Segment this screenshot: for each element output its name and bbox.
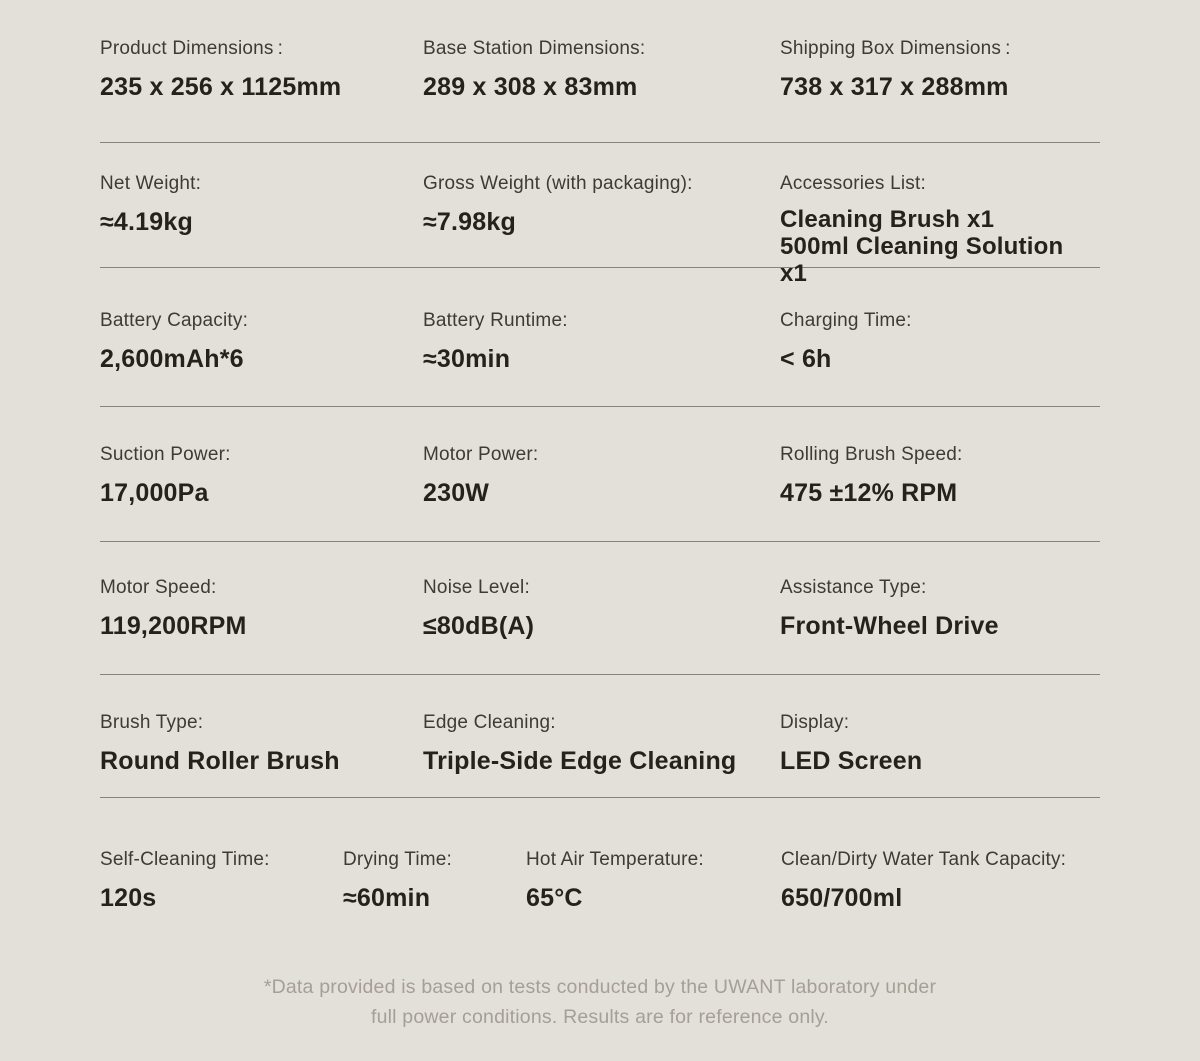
spec-label: Noise Level: [423,577,530,598]
spec-cell-battery-capacity [100,308,423,406]
spec-value: ≤80dB(A) [423,612,535,640]
spec-value: 2,600mAh*6 [100,345,244,373]
spec-value: 235 x 256 x 1125mm [100,73,342,101]
spec-cell-noise-level [423,575,780,674]
spec-value-line2: 500ml Cleaning Solution x1 [780,233,1064,287]
spec-cell-drying-time [343,847,526,938]
spec-cell-motor-speed [100,575,423,674]
spec-value: 650/700ml [781,884,903,912]
spec-value: Triple-Side Edge Cleaning [423,747,737,775]
spec-cell-motor-power [423,442,780,541]
spec-value: < 6h [780,345,832,373]
spec-label: Charging Time: [780,310,912,331]
spec-label: Motor Power: [423,444,539,465]
spec-value: 65°C [526,884,583,912]
spec-cell-water-tank-capacity [781,847,1100,938]
spec-value: 120s [100,884,157,912]
spec-cell-rolling-brush-speed [780,442,1100,541]
spec-label: Net Weight: [100,173,202,194]
spec-value: Cleaning Brush x1 [780,206,995,233]
spec-label: Display: [780,712,850,733]
spec-value: Round Roller Brush [100,747,340,775]
spec-label: Assistance Type: [780,577,927,598]
spec-cell-assistance-type [780,575,1100,674]
spec-label: Brush Type: [100,712,204,733]
spec-value: ≈4.19kg [100,208,193,236]
spec-label: Rolling Brush Speed: [780,444,963,465]
spec-cell-net-weight [100,171,423,267]
spec-value: 230W [423,479,490,507]
spec-cell-display [780,710,1100,797]
spec-value: 289 x 308 x 83mm [423,73,638,101]
spec-cell-edge-cleaning [423,710,780,797]
spec-row-brush [100,675,1100,798]
spec-row-weight [100,143,1100,287]
spec-cell-battery-runtime [423,308,780,406]
footnote [100,938,1100,1032]
spec-label: Suction Power: [100,444,231,465]
spec-label: Battery Capacity: [100,310,249,331]
spec-value: 119,200RPM [100,612,247,640]
spec-value: ≈60min [343,884,431,912]
spec-row-motor [100,542,1100,675]
spec-value: 17,000Pa [100,479,209,507]
spec-label: Gross Weight (with packaging): [423,173,693,194]
spec-value: LED Screen [780,747,923,775]
footnote-line-2: full power conditions. Results are for reference only. [370,1006,830,1028]
spec-cell-suction-power [100,442,423,541]
spec-label: Battery Runtime: [423,310,568,331]
spec-cell-product-dimensions [100,36,423,142]
spec-label: Product Dimensions : [100,38,284,59]
spec-value: 475 ±12% RPM [780,479,958,507]
footnote-line-1: *Data provided is based on tests conducted by the UWANT laboratory under [263,976,937,998]
spec-value: Front-Wheel Drive [780,612,999,640]
spec-row-battery [100,268,1100,407]
spec-label: Self-Cleaning Time: [100,849,270,870]
spec-label: Accessories List: [780,173,926,194]
spec-row-dimensions [100,0,1100,143]
spec-row-power [100,407,1100,542]
spec-cell-shipping-box-dimensions [780,36,1100,142]
spec-row-cleaning [100,798,1100,938]
spec-cell-charging-time [780,308,1100,406]
spec-label: Hot Air Temperature: [526,849,704,870]
spec-label: Motor Speed: [100,577,217,598]
spec-value: ≈30min [423,345,511,373]
spec-value: 738 x 317 x 288mm [780,73,1009,101]
spec-label: Shipping Box Dimensions : [780,38,1011,59]
spec-cell-self-cleaning-time [100,847,343,938]
spec-label: Clean/Dirty Water Tank Capacity: [781,849,1067,870]
spec-label: Drying Time: [343,849,453,870]
spec-cell-hot-air-temperature [526,847,781,938]
spec-label: Base Station Dimensions: [423,38,646,59]
spec-cell-brush-type [100,710,423,797]
spec-value: ≈7.98kg [423,208,516,236]
spec-cell-base-station-dimensions [423,36,780,142]
spec-cell-accessories-list [780,171,1100,287]
spec-label: Edge Cleaning: [423,712,556,733]
spec-cell-gross-weight [423,171,780,267]
